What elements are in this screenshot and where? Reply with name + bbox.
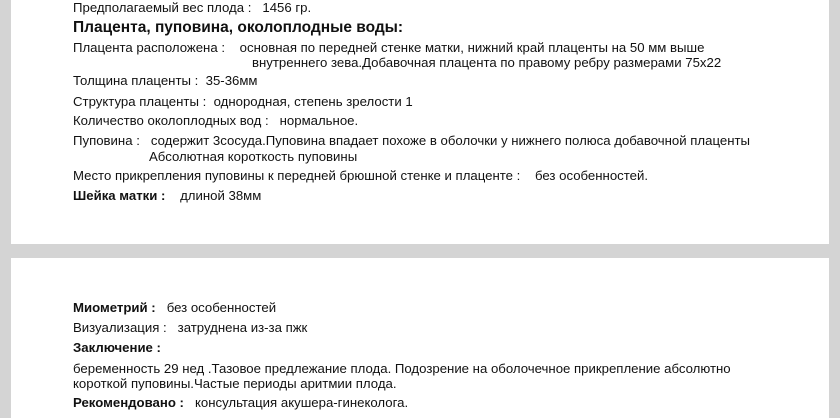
umbilical-cord-continuation: Абсолютная короткость пуповины [149,149,358,164]
placenta-location-continuation: внутреннего зева.Добавочная плацента по правому ребру размерами 75х22 [252,55,722,70]
fetal-weight-label: Предполагаемый вес плода : [73,0,252,15]
cervix-label: Шейка матки : [73,188,166,203]
document-page-2 [11,258,829,418]
visualization-value: затруднена из-за пжк [177,320,308,335]
placenta-thickness-row [73,73,258,89]
amniotic-fluid-row [73,113,358,129]
placenta-location-row [73,40,704,56]
myometrium-label: Миометрий : [73,300,156,315]
section-heading: Плацента, пуповина, околоплодные воды: [73,19,404,36]
umbilical-cord-row [73,133,750,149]
placenta-location-value: основная по передней стенке матки, нижний край плаценты на 50 мм выше [239,40,705,55]
placenta-structure-row [73,94,413,110]
recommendation-label: Рекомендовано : [73,395,184,410]
cord-attachment-label: Место прикрепления пуповины к передней брюшной стенке и плаценте : [73,168,521,183]
umbilical-cord-value: содержит 3сосуда.Пуповина впадает похоже в оболочки у нижнего полюса добавочной плаценты [150,133,750,148]
cord-attachment-row [73,168,648,184]
cord-attachment-value: без особенностей. [534,168,649,183]
document-page-1 [11,0,829,244]
amniotic-fluid-value: нормальное. [279,113,359,128]
placenta-structure-label: Структура плаценты : [73,94,207,109]
fetal-weight-row [73,0,311,16]
recommendation-value: консультация акушера-гинеколога. [194,395,409,410]
visualization-row [73,320,307,336]
amniotic-fluid-label: Количество околоплодных вод : [73,113,269,128]
cervix-row [73,188,261,204]
placenta-location-label: Плацента расположена : [73,40,225,55]
placenta-structure-value: однородная, степень зрелости 1 [213,94,413,109]
fetal-weight-value: 1456 гр. [262,0,312,15]
visualization-label: Визуализация : [73,320,167,335]
conclusion-label: Заключение : [73,340,161,355]
conclusion-text-line2: короткой пуповины.Частые периоды аритмии плода. [73,376,397,391]
recommendation-row [73,395,408,411]
myometrium-value: без особенностей [166,300,277,315]
myometrium-row [73,300,276,316]
conclusion-text-line1: беременность 29 нед .Тазовое предлежание плода. Подозрение на оболочечное прикрепление абсолютно [73,361,731,376]
cervix-value: длиной 38мм [180,188,262,203]
umbilical-cord-label: Пуповина : [73,133,140,148]
placenta-thickness-label: Толщина плаценты : [73,73,199,88]
placenta-thickness-value: 35-36мм [205,73,258,88]
